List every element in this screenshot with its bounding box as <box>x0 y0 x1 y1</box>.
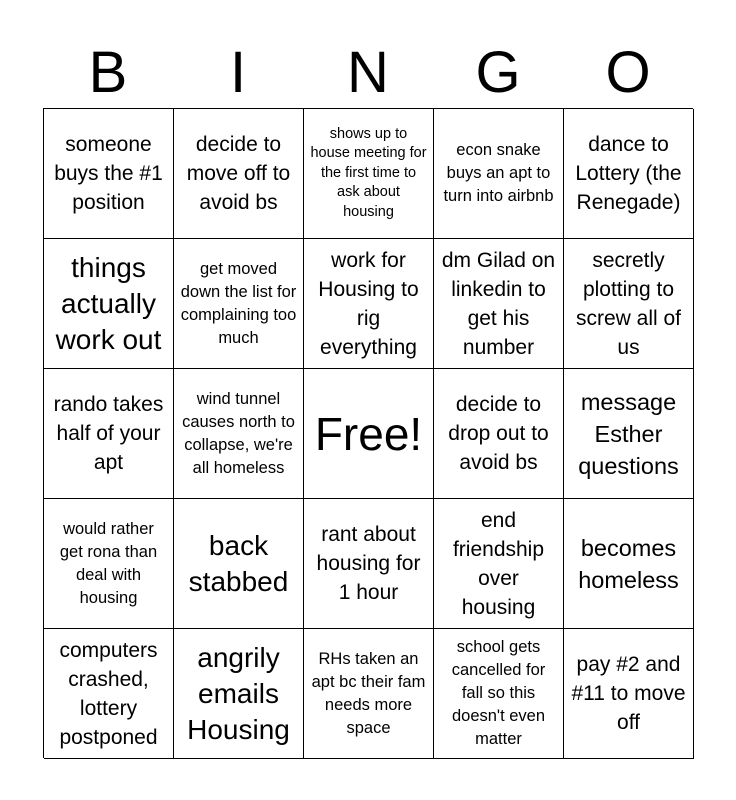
bingo-cell[interactable] <box>434 499 564 629</box>
cell-text: end friendship over housing <box>452 508 545 619</box>
bingo-cell[interactable] <box>174 109 304 239</box>
bingo-cell[interactable] <box>304 629 434 759</box>
free-space-text: Free! <box>314 407 423 460</box>
cell-text: someone buys the #1 position <box>54 133 163 214</box>
cell-text: wind tunnel causes north to collapse, we're all homeless <box>182 389 295 477</box>
bingo-cell[interactable] <box>434 109 564 239</box>
cell-text: pay #2 and #11 to move off <box>571 653 686 734</box>
bingo-cell[interactable] <box>434 629 564 759</box>
bingo-cell[interactable] <box>304 499 434 629</box>
bingo-card <box>43 108 693 758</box>
bingo-cell[interactable] <box>44 239 174 369</box>
cell-text: RHs taken an apt bc their fam needs more space <box>311 649 426 737</box>
cell-text: econ snake buys an apt to turn into airbnb <box>443 141 554 205</box>
bingo-cell[interactable] <box>44 499 174 629</box>
bingo-cell[interactable] <box>564 239 694 369</box>
cell-text: shows up to house meeting for the first time to ask about housing <box>310 125 427 220</box>
cell-text: rant about housing for 1 hour <box>316 523 421 604</box>
bingo-cell[interactable] <box>174 369 304 499</box>
header-letter-n: N <box>347 40 389 105</box>
bingo-cell[interactable] <box>434 369 564 499</box>
cell-text: computers crashed, lottery postponed <box>59 638 158 749</box>
cell-text: back stabbed <box>188 529 289 597</box>
cell-text: rando takes half of your apt <box>53 393 164 474</box>
bingo-cell[interactable] <box>564 109 694 239</box>
header-letter-b: B <box>88 40 128 105</box>
cell-text: things actually work out <box>55 251 162 355</box>
header-letter-i: I <box>229 40 247 105</box>
bingo-cell[interactable] <box>174 239 304 369</box>
cell-text: dm Gilad on linkedin to get his number <box>441 248 556 359</box>
cell-text: message Esther questions <box>578 388 679 479</box>
bingo-cell[interactable] <box>174 629 304 759</box>
bingo-cell[interactable] <box>564 369 694 499</box>
bingo-cell[interactable] <box>434 239 564 369</box>
bingo-cell[interactable] <box>174 499 304 629</box>
cell-text: secretly plotting to screw all of us <box>575 248 682 359</box>
cell-text: school gets cancelled for fall so this doesn't even matter <box>451 638 546 748</box>
bingo-cell[interactable] <box>44 369 174 499</box>
cell-text: decide to drop out to avoid bs <box>448 393 549 474</box>
bingo-cell[interactable] <box>44 109 174 239</box>
cell-text: decide to move off to avoid bs <box>186 133 291 214</box>
cell-text: becomes homeless <box>578 534 679 593</box>
bingo-cell[interactable] <box>564 629 694 759</box>
cell-text: work for Housing to rig everything <box>318 248 419 359</box>
cell-text: get moved down the list for complaining too much <box>180 259 297 347</box>
bingo-cell[interactable] <box>304 109 434 239</box>
bingo-header <box>43 38 693 108</box>
free-space[interactable] <box>304 369 434 499</box>
cell-text: angrily emails Housing <box>187 641 290 745</box>
bingo-cell[interactable] <box>304 239 434 369</box>
bingo-cell[interactable] <box>564 499 694 629</box>
cell-text: dance to Lottery (the Renegade) <box>575 133 682 214</box>
header-letter-o: O <box>605 40 651 105</box>
bingo-cell[interactable] <box>44 629 174 759</box>
cell-text: would rather get rona than deal with housing <box>59 519 158 607</box>
header-letter-g: G <box>475 40 521 105</box>
